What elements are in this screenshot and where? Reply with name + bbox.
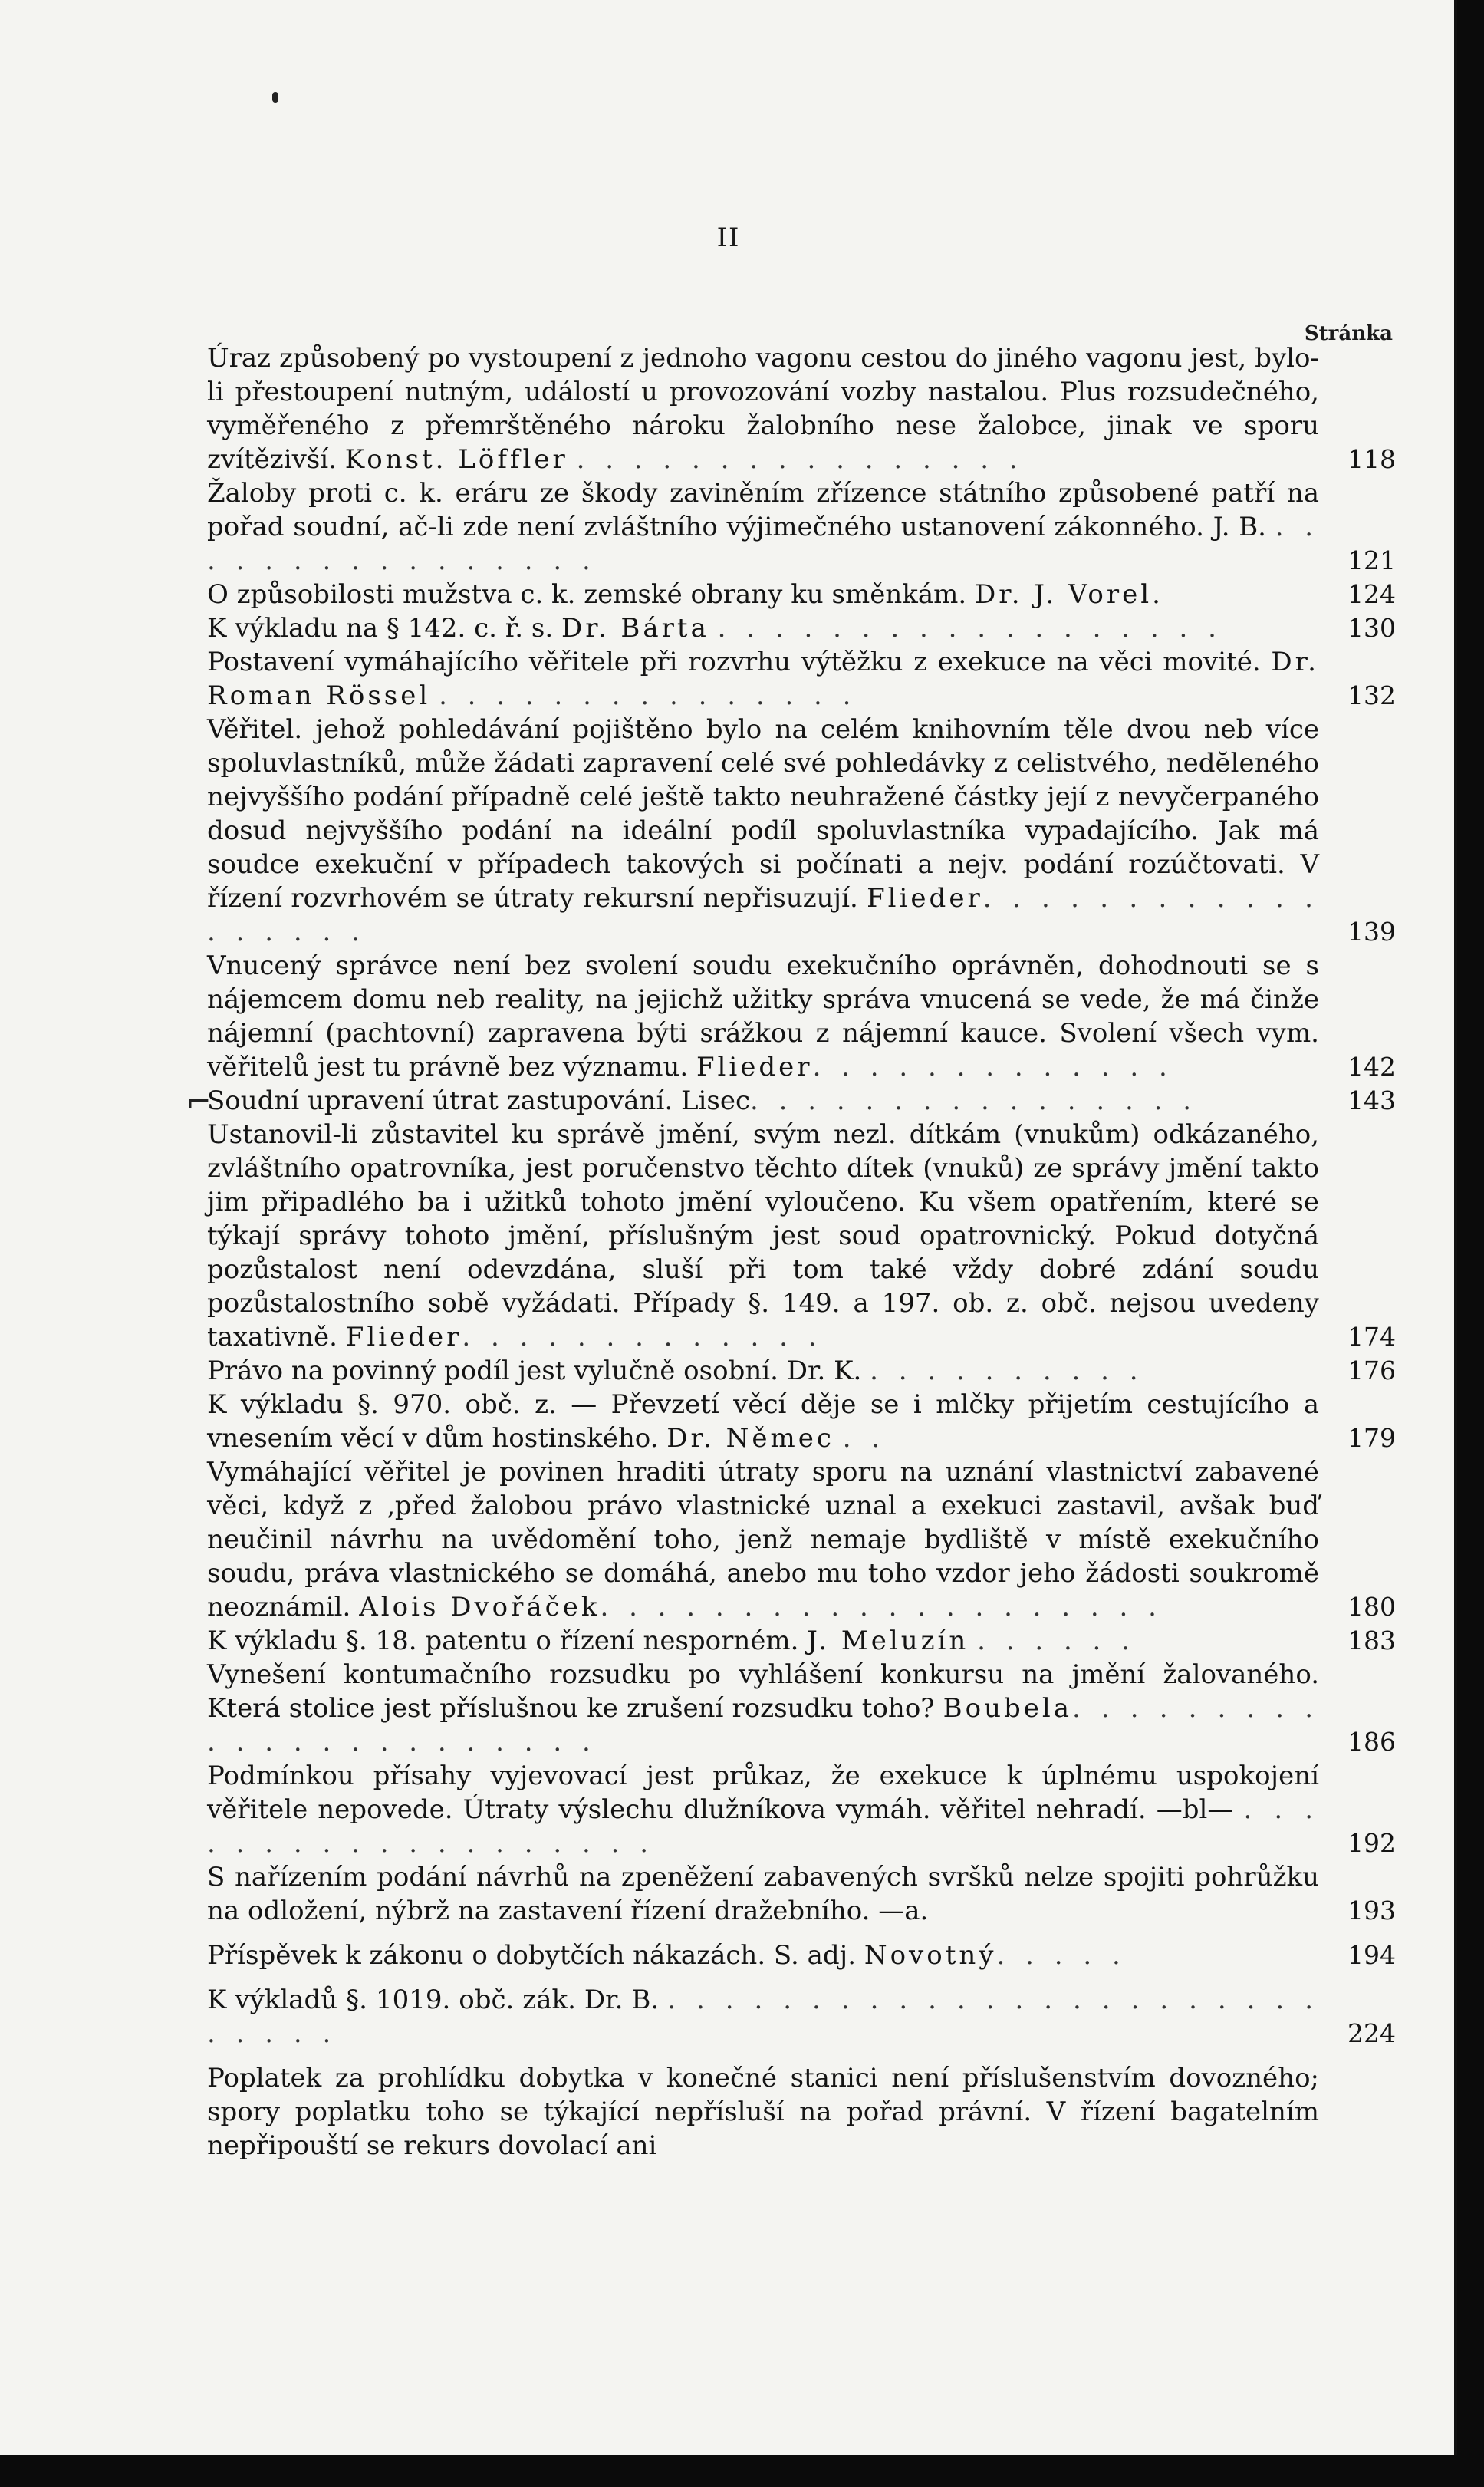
dot-leader: . . . . . . . . . . . . . . . . bbox=[750, 1085, 1198, 1116]
entry-title: Soudní upravení útrat zastupování. bbox=[207, 1085, 673, 1116]
entry-page-number: 132 bbox=[1347, 680, 1396, 710]
entry-page-number: 193 bbox=[1347, 1896, 1396, 1925]
entry-title: Příspěvek k zákonu o dobytčích nákazách. S. adj. bbox=[207, 1940, 857, 1971]
toc-entry bbox=[207, 949, 1396, 1084]
entry-author: Lisec bbox=[680, 1085, 751, 1116]
toc-entry bbox=[207, 1624, 1396, 1658]
ink-smudge bbox=[272, 92, 278, 103]
entry-page-number: 176 bbox=[1347, 1355, 1396, 1385]
entry-page-number: 124 bbox=[1347, 579, 1396, 609]
dot-leader: . . . . . . . . . . . . . . . . . . . . . . . bbox=[207, 1693, 1319, 1757]
entry-page-number: 180 bbox=[1347, 1592, 1396, 1622]
toc-entry bbox=[207, 1118, 1396, 1354]
column-label-page: Stránka bbox=[1304, 322, 1393, 345]
entry-author: J. Meluzín bbox=[807, 1626, 969, 1656]
entry-page-number: 142 bbox=[1347, 1052, 1396, 1082]
entry-title: Vnucený správce není bez svolení soudu exekučního oprávněn, dohodnouti se s nájemcem domu neb reality, na jejichž užitky správa vnucená se vede, že má činže nájemní (pachtovní) zapravena býti srážkou z nájemní kauce. Svolení všech vym. věřitelů jest tu právně bez významu. bbox=[207, 950, 1319, 1082]
toc-entry bbox=[207, 578, 1396, 611]
toc-entry bbox=[207, 1860, 1396, 1928]
entry-title: K výkladu §. 970. obč. z. — Převzetí věcí děje se i mlčky přijetím cestujícího a vnesením věcí v dům hostinského. bbox=[207, 1389, 1319, 1454]
dot-leader: . . . . . . . . . . . . . . . bbox=[439, 680, 857, 711]
entry-page-number: 139 bbox=[1347, 917, 1396, 947]
entry-author: Dr. B. bbox=[584, 1985, 660, 2015]
entry-page-number: 224 bbox=[1347, 2018, 1396, 2048]
toc-entry bbox=[207, 1658, 1396, 1759]
dot-leader: . . . . . . . . . . . . . bbox=[462, 1322, 823, 1352]
entry-author: J. B. bbox=[1213, 512, 1266, 542]
entry-author: Alois Dvořáček bbox=[359, 1592, 601, 1622]
entry-title: Věřitel. jehož pohledávání pojištěno bylo na celém knihovním těle dvou neb více spoluvlastníků, může žádati zapravení celé své pohledávky z celistvého, nedĕleného nejvyššího podání případně celé ještě takto neuhražené částky její z nevyčerpaného dosud nejvyššího podání na ideální podíl spoluvlastníka vypadajícího. Jak má soudce exekuční v případech takových si počínati a nejv. podání rozúčtovati. V řízení rozvrhovém se útraty rekursní nepřisuzují. bbox=[207, 714, 1319, 914]
entry-author: Dr. Bárta bbox=[561, 613, 709, 644]
entry-page-number: 179 bbox=[1347, 1423, 1396, 1453]
dot-leader: . . . . . . . . . . . . . . . . . . . bbox=[207, 1794, 1319, 1859]
entry-page-number: 192 bbox=[1347, 1828, 1396, 1858]
entry-page-number: 174 bbox=[1347, 1322, 1396, 1352]
toc-entry bbox=[207, 2061, 1396, 2163]
table-of-contents bbox=[186, 341, 1396, 2163]
dot-leader: . . . . . . . . . . bbox=[870, 1355, 1144, 1386]
entry-title: K výkladů §. 1019. obč. zák. bbox=[207, 1985, 576, 2015]
entry-page-number: 183 bbox=[1347, 1626, 1396, 1655]
toc-entry bbox=[207, 476, 1396, 578]
entry-author: Dr. K. bbox=[786, 1355, 862, 1386]
entry-title: Vymáhající věřitel je povinen hraditi útraty sporu na uznání vlastnictví zabavené věci, když z ‚před žalobou právo vlastnické uznal a exekuci zastavil, avšak buď neučinil návrhu na uvědomění toho, jenž nemaje bydliště v místě exekučního soudu, práva vlastnického se domáhá, anebo mu toho vzdor jeho žádosti soukromě neoznámil. bbox=[207, 1457, 1319, 1622]
entry-title: Žaloby proti c. k. eráru ze škody zaviněním zřízence státního způsobené patří na pořad soudní, ač-li zde není zvláštního výjimečného ustanovení zákonného. bbox=[207, 478, 1319, 542]
toc-entry bbox=[186, 1084, 1396, 1120]
toc-entry bbox=[207, 1759, 1396, 1860]
entry-title: Úraz způsobený po vystoupení z jednoho vagonu cestou do jiného vagonu jest, bylo-li přestoupení nutným, událostí u provozování vozby nastalou. Plus rozsudečného, vyměřeného z přemrštěného nároku žalobního nese žalobce, jinak ve sporu zvítězivší. bbox=[207, 343, 1319, 475]
entry-title: Ustanovil-li zůstavitel ku správě jmění, svým nezl. dítkám (vnukům) odkázaného, zvláštního opatrovníka, jest poručenstvo těchto dítek (vnuků) ze správy jmění takto jim připadlého ba i užitků tohoto jmění vyloučeno. Ku všem opatřením, které se týkají správy tohoto jmění, příslušným jest soud opatrovnický. Pokud dotyčná pozůstalost není odevzdána, sluší při tom také vždy dobré zdání soudu pozůstalostního sobě vyžádati. Případy §. 149. a 197. ob. z. obč. nejsou uvedeny taxativně. bbox=[207, 1119, 1319, 1352]
entry-title: Vynešení kontumačního rozsudku po vyhlášení konkursu na jmění žalovaného. Která stolice jest příslušnou ke zrušení rozsudku toho? bbox=[207, 1659, 1319, 1724]
dot-leader: . . . . . bbox=[996, 1940, 1127, 1971]
page-number: II bbox=[716, 222, 741, 253]
dot-leader: . . . . . . bbox=[977, 1626, 1136, 1656]
dot-leader: . . . . . . . . . . . . . . . . . . . . . . . . . . . . bbox=[207, 1985, 1320, 2049]
entry-author: Dr. Roman Rössel bbox=[207, 647, 1319, 711]
dot-leader: . . bbox=[842, 1423, 887, 1454]
entry-title: K výkladu na § 142. c. ř. s. bbox=[207, 613, 554, 644]
entry-author: Flieder bbox=[345, 1322, 462, 1352]
entry-title: Poplatek za prohlídku dobytka v konečné stanici není příslušenstvím dovozného; spory poplatku toho se týkající nepřísluší na pořad právní. V řízení bagatelním nepřipouští se rekurs dovolací ani bbox=[207, 2063, 1319, 2161]
entry-title: S nařízením podání návrhů na zpeněžení zabavených svršků nelze spojiti pohrůžku na odložení, nýbrž na zastavení řízení dražebního. bbox=[207, 1862, 1319, 1926]
dot-leader: . . . . . . . . . . . . . bbox=[812, 1052, 1173, 1082]
entry-author: Novotný bbox=[864, 1940, 997, 1971]
entry-page-number: 143 bbox=[1347, 1085, 1396, 1115]
dot-leader: . . . . . . . . . . . . . . . . . . . . bbox=[600, 1592, 1163, 1622]
entry-title: K výkladu §. 18. patentu o řízení nesporném. bbox=[207, 1626, 799, 1656]
toc-entry bbox=[207, 611, 1396, 645]
toc-entry bbox=[207, 713, 1396, 949]
dot-leader: . . . . . . . . . . . . . . . . . . bbox=[207, 883, 1319, 947]
toc-entry bbox=[207, 1388, 1396, 1455]
entry-author: Dr. J. Vorel. bbox=[974, 579, 1163, 610]
dot-leader: . . . . . . . . . . . . . . . . bbox=[576, 444, 1024, 475]
entry-page-number: 121 bbox=[1347, 545, 1396, 575]
entry-author: Konst. Löffler bbox=[344, 444, 568, 475]
entry-author: Dr. Němec bbox=[666, 1423, 834, 1454]
entry-page-number: 130 bbox=[1347, 613, 1396, 643]
toc-entry bbox=[207, 1983, 1396, 2051]
dot-leader: . . . . . . . . . . . . . . . . . . bbox=[717, 613, 1222, 644]
toc-entry bbox=[207, 1354, 1396, 1388]
entry-author: Flieder bbox=[696, 1052, 813, 1082]
toc-entry bbox=[207, 1939, 1396, 1972]
entry-author: Boubela bbox=[943, 1693, 1073, 1724]
entry-title: Právo na povinný podíl jest vylučně osobní. bbox=[207, 1355, 778, 1386]
entry-title: Podmínkou přísahy vyjevovací jest průkaz, že exekuce k úplnému uspokojení věřitele nepovede. Útraty výslechu dlužníkova vymáh. věřitel nehradí. bbox=[207, 1761, 1319, 1825]
entry-title: O způsobilosti mužstva c. k. zemské obrany ku směnkám. bbox=[207, 579, 967, 610]
margin-bracket-mark: ⌐ bbox=[186, 1085, 212, 1120]
toc-entry bbox=[207, 341, 1396, 476]
entry-page-number: 194 bbox=[1347, 1940, 1396, 1970]
entry-title: Postavení vymáhajícího věřitele při rozvrhu výtěžku z exekuce na věci movité. bbox=[207, 647, 1261, 677]
entry-page-number: 118 bbox=[1347, 444, 1396, 474]
entry-page-number: 186 bbox=[1347, 1727, 1396, 1757]
toc-entry bbox=[207, 645, 1396, 713]
entry-author: Flieder bbox=[867, 883, 983, 914]
entry-author: —bl— bbox=[1156, 1794, 1234, 1825]
toc-entry bbox=[207, 1455, 1396, 1624]
entry-author: —a. bbox=[878, 1896, 929, 1926]
dot-leader: . . . . . . . . . . . . . . . . bbox=[207, 512, 1320, 576]
